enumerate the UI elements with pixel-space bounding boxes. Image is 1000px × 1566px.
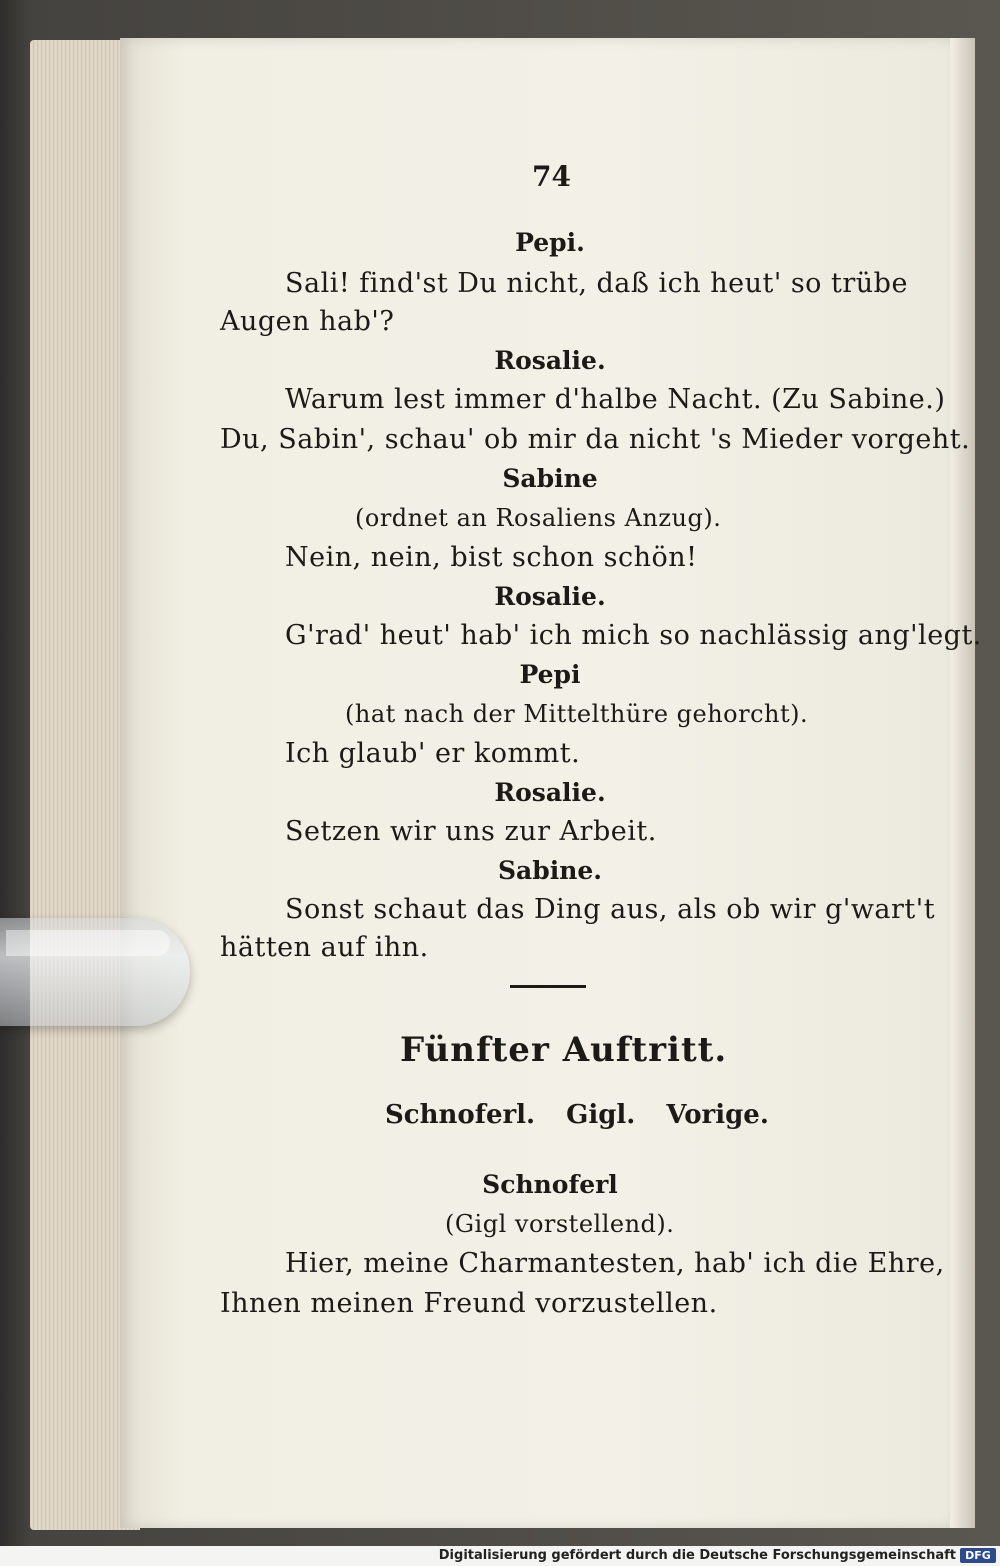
dialogue-line: hätten auf ihn.	[220, 932, 429, 963]
dialogue-line: G'rad' heut' hab' ich mich so nachlässig ang'legt.	[285, 620, 982, 651]
dfg-logo-icon: DFG	[960, 1548, 996, 1563]
footer-credit: Digitalisierung gefördert durch die Deutsche Forschungsgemeinschaft	[438, 1548, 956, 1563]
dialogue-line: Nein, nein, bist schon schön!	[285, 542, 698, 573]
stage-direction: (hat nach der Mittelthüre gehorcht).	[345, 700, 809, 728]
dialogue-line: Du, Sabin', schau' ob mir da nicht 's Mieder vorgeht.	[220, 424, 971, 455]
stage-direction: (Gigl vorstellend).	[445, 1210, 675, 1238]
stage-direction: (ordnet an Rosaliens Anzug).	[355, 504, 722, 532]
speaker-rosalie: Rosalie.	[494, 346, 606, 375]
dialogue-line: Augen hab'?	[220, 306, 395, 337]
footer-bar	[0, 1546, 1000, 1566]
scene-heading: Fünfter Auftritt.	[400, 1030, 728, 1070]
dialogue-line: Ihnen meinen Freund vorzustellen.	[220, 1288, 718, 1319]
speaker-pepi: Pepi	[519, 660, 581, 689]
speaker-rosalie: Rosalie.	[494, 582, 606, 611]
section-divider	[510, 985, 586, 988]
dialogue-line: Sali! find'st Du nicht, daß ich heut' so trübe	[285, 268, 908, 299]
dialogue-line: Ich glaub' er kommt.	[285, 738, 581, 769]
page-number: 74	[532, 160, 571, 193]
speaker-sabine: Sabine.	[497, 856, 603, 885]
dialogue-line: Sonst schaut das Ding aus, als ob wir g'wart't	[285, 894, 936, 925]
speaker-schnoferl: Schnoferl	[482, 1170, 618, 1199]
dialogue-line: Warum lest immer d'halbe Nacht. (Zu Sabine.)	[285, 384, 946, 415]
speaker-pepi: Pepi.	[515, 228, 585, 257]
dialogue-line: Setzen wir uns zur Arbeit.	[285, 816, 657, 847]
dialogue-line: Hier, meine Charmantesten, hab' ich die Ehre,	[285, 1248, 945, 1279]
speaker-rosalie: Rosalie.	[494, 778, 606, 807]
page-weight-clip	[0, 918, 190, 1026]
speaker-sabine: Sabine	[502, 464, 598, 493]
character-list: Schnoferl. Gigl. Vorige.	[385, 1100, 769, 1130]
